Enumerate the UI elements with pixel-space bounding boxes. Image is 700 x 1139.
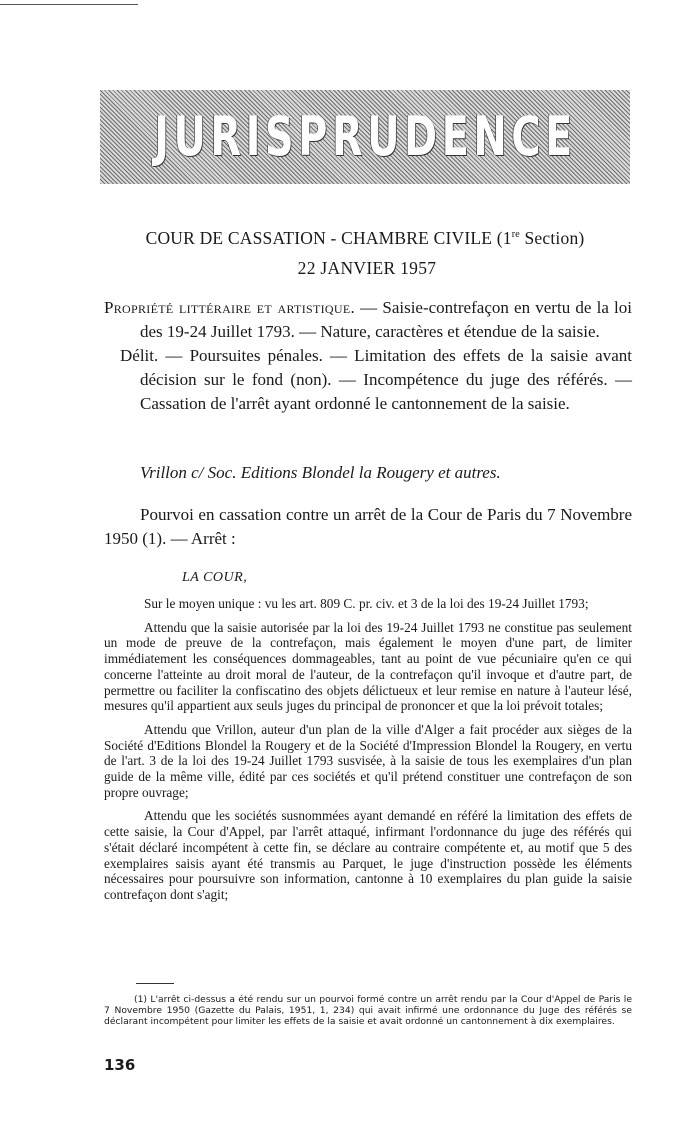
judgment-paragraph: Attendu que les sociétés susnommées ayant demandé en référé la limitation des effets de cette saisie, la Cour d'Appel, par l'arrêt attaqué, infirmant l'ordonnance du juge des référés qui s'était déclaré incompétent à cette fin, se déclare au contraire compétente et, au motif que 5 des exemplaires saisis ayant été transmis au Parquet, le juge d'instruction possède les éléments nécessaires pour poursuivre son information, cantonne à 10 exemplaires du plan guide la saisie contrefaçon dont s'agit; bbox=[104, 808, 632, 902]
summary-first-text: — Saisie-contrefaçon en vertu de la loi des 19-24 Juillet 1793. — Nature, caractères et étendue de la saisie. bbox=[140, 298, 632, 341]
summary-first-paragraph bbox=[104, 296, 632, 344]
judgment-paragraph: Attendu que Vrillon, auteur d'un plan de la ville d'Alger a fait procéder aux sièges de la Société d'Editions Blondel la Rougery et de la Société d'Impression Blondel la Rougery, en vertu de l'art. 3 de la loi des 19-24 Juillet 1793 susvisée, à la saisie de tous les exemplaires d'un plan guide de la même ville, édité par ces sociétés et qu'il prétend constituer une contrefaçon de son propre ouvrage; bbox=[104, 721, 632, 800]
case-summary bbox=[104, 296, 632, 416]
court-heading-main: COUR DE CASSATION - CHAMBRE CIVILE (1 bbox=[145, 228, 512, 248]
footnote-text: (1) L'arrêt ci-dessus a été rendu sur un pourvoi formé contre un arrêt rendu par la Cour d'Appel de Paris le 7 Novembre 1950 (Gazette du Palais, 1951, 1, 234) qui avait infirmé une ordonnance du Juge des référés se déclarant incompétent pour limiter les effets de la saisie et avait ordonné un cantonnement à dix exemplaires. bbox=[104, 994, 632, 1027]
banner-title: JURISPRUDENCE bbox=[153, 105, 577, 168]
appeal-statement bbox=[104, 503, 632, 551]
court-heading bbox=[0, 228, 700, 249]
footnote bbox=[104, 994, 632, 1027]
court-heading-superscript: re bbox=[511, 229, 520, 241]
footnote-rule bbox=[136, 983, 174, 984]
judgment-paragraph: Sur le moyen unique : vu les art. 809 C. pr. civ. et 3 de la loi des 19-24 Juillet 1793; bbox=[144, 596, 589, 611]
top-rule bbox=[0, 4, 138, 5]
case-parties: Vrillon c/ Soc. Editions Blondel la Rougery et autres. bbox=[140, 463, 501, 482]
court-heading-end: Section) bbox=[519, 228, 585, 248]
summary-subject: Propriété littéraire et artistique. bbox=[104, 298, 355, 317]
appeal-text: Pourvoi en cassation contre un arrêt de la Cour de Paris du 7 Novembre 1950 (1). — Arrêt : bbox=[104, 505, 632, 548]
la-cour-heading: LA COUR, bbox=[182, 570, 248, 585]
judgment-paragraph: Attendu que la saisie autorisée par la loi des 19-24 Juillet 1793 ne constitue pas seulement un mode de preuve de la contrefaçon, mais également le moyen d'une part, de limiter immédiatement les conséquences dommageables, tant au point de vue pécuniaire qu'en ce qui concerne l'atteinte au droit moral de l'auteur, de la contrefaçon qu'il invoque et d'autre part, de permettre ou faciliter la confiscatino des objets délictueux et leur remise en nature à l'auteur lésé, mesures qu'il appartient aux seuls juges du principal de prononcer et que la loi prévoit totales; bbox=[104, 619, 632, 714]
section-banner bbox=[100, 90, 630, 184]
decision-date: 22 JANVIER 1957 bbox=[297, 258, 437, 278]
judgment-body bbox=[104, 596, 632, 911]
page-number: 136 bbox=[104, 1056, 136, 1074]
summary-second-paragraph: Délit. — Poursuites pénales. — Limitation des effets de la saisie avant décision sur le fond (non). — Incompétence du juge des référés. — Cassation de l'arrêt ayant ordonné le cantonnement de la saisie. bbox=[120, 346, 632, 413]
